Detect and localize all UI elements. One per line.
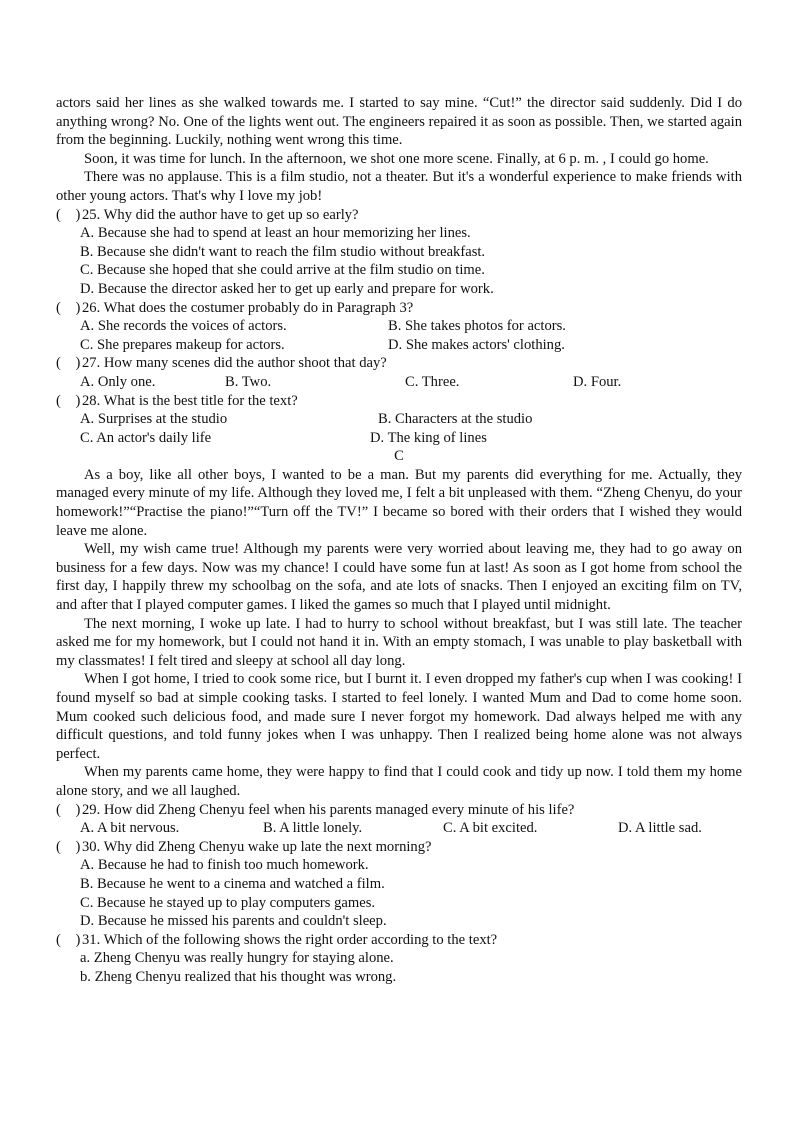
option-b: B. Two.	[225, 373, 272, 390]
option-b: B. A little lonely.	[263, 820, 363, 837]
options-row	[56, 373, 742, 392]
option-c: C. She prepares makeup for actors.	[80, 336, 285, 353]
section-label: C	[394, 448, 404, 465]
option-d: D. Because the director asked her to get up early and prepare for work.	[80, 280, 494, 297]
answer-bracket[interactable]: ( )	[56, 801, 81, 818]
options-row	[56, 336, 742, 355]
option-d: D. The king of lines	[370, 429, 487, 446]
passage-paragraph: When I got home, I tried to cook some rice, but I burnt it. I even dropped my father's cup when I was cooking! I found myself so bad at simple cooking tasks. I started to feel lonely. I wanted Mum and Dad to come home soon. Mum cooked such delicious food, and made sure I never forgot my homework. Dad always helped me with any difficult questions, and told funny jokes when I was unhappy. Then I realized being home alone was not always perfect.	[56, 671, 742, 762]
passage-paragraph: As a boy, like all other boys, I wanted to be a man. But my parents did everything for me. Actually, they managed every minute of my life. Although they loved me, I felt a bit unpleased with them. “Zheng Chenyu, do your homework!”“Practise the piano!”“Turn off the TV!” I became so bored with their orders that I wished they would leave me alone.	[56, 466, 742, 539]
option-c: C. Because he stayed up to play computers games.	[80, 894, 376, 911]
option-c: C. Because she hoped that she could arrive at the film studio on time.	[80, 262, 485, 279]
passage-paragraph: actors said her lines as she walked towards me. I started to say mine. “Cut!” the director said suddenly. Did I do anything wrong? No. One of the lights went out. The engineers repaired it as soon as possible. Then, we started again from the beginning. Luckily, nothing went wrong this time.	[56, 95, 742, 149]
options-row	[56, 429, 742, 448]
answer-bracket[interactable]: ( )	[56, 838, 81, 855]
option-a: A. Because he had to finish too much homework.	[80, 857, 369, 874]
answer-bracket[interactable]: ( )	[56, 931, 81, 948]
option-a: A. She records the voices of actors.	[80, 318, 287, 335]
passage-paragraph: The next morning, I woke up late. I had to hurry to school without breakfast, but I was still late. The teacher asked me for my homework, but I could not hand it in. With an empty stomach, I was unable to play basketball with my classmates! I felt tired and sleepy at school all day long.	[56, 615, 742, 669]
option-d: D. Because he missed his parents and couldn't sleep.	[80, 913, 387, 930]
question-stem: 25. Why did the author have to get up so early?	[82, 206, 359, 223]
passage-paragraph: There was no applause. This is a film studio, not a theater. But it's a wonderful experience to make friends with other young actors. That's why I love my job!	[56, 169, 742, 204]
option-d: D. Four.	[573, 373, 622, 390]
passage-paragraph: Soon, it was time for lunch. In the afternoon, we shot one more scene. Finally, at 6 p. m. , I could go home.	[84, 150, 709, 167]
options-row	[56, 410, 742, 429]
option-c: C. An actor's daily life	[80, 429, 212, 446]
question-26	[56, 299, 742, 318]
passage-paragraph: Well, my wish came true! Although my parents were very worried about leaving me, they had to go away on business for a few days. Now was my chance! I could have some fun at last! As soon as I got home from school the first day, I happily threw my schoolbag on the sofa, and ate lots of snacks. Then I enjoyed an exciting film on TV, and after that I played computer games. I liked the games so much that I played until midnight.	[56, 541, 742, 614]
question-30	[56, 838, 742, 857]
option-b: B. Because he went to a cinema and watched a film.	[80, 875, 385, 892]
question-stem: 31. Which of the following shows the right order according to the text?	[82, 931, 498, 948]
question-stem: 26. What does the costumer probably do in Paragraph 3?	[82, 299, 414, 316]
option-a: A. Because she had to spend at least an hour memorizing her lines.	[80, 225, 471, 242]
option-c: C. Three.	[405, 373, 460, 390]
statement-b: b. Zheng Chenyu realized that his thought was wrong.	[80, 968, 397, 985]
document-page	[56, 94, 742, 987]
option-b: B. She takes photos for actors.	[388, 318, 566, 335]
question-29	[56, 801, 742, 820]
question-stem: 28. What is the best title for the text?	[82, 392, 298, 409]
statement-a: a. Zheng Chenyu was really hungry for staying alone.	[80, 950, 394, 967]
option-b: B. Because she didn't want to reach the film studio without breakfast.	[80, 243, 486, 260]
answer-bracket[interactable]: ( )	[56, 355, 81, 372]
question-25	[56, 206, 742, 225]
question-stem: 27. How many scenes did the author shoot that day?	[82, 355, 387, 372]
answer-bracket[interactable]: ( )	[56, 392, 81, 409]
question-stem: 29. How did Zheng Chenyu feel when his parents managed every minute of his life?	[82, 801, 575, 818]
answer-bracket[interactable]: ( )	[56, 299, 81, 316]
option-d: D. She makes actors' clothing.	[388, 336, 565, 353]
options-row	[56, 317, 742, 336]
question-stem: 30. Why did Zheng Chenyu wake up late the next morning?	[82, 838, 432, 855]
option-a: A. Surprises at the studio	[80, 411, 228, 428]
question-28	[56, 392, 742, 411]
question-31	[56, 931, 742, 950]
question-27	[56, 354, 742, 373]
option-a: A. A bit nervous.	[80, 820, 180, 837]
option-b: B. Characters at the studio	[378, 411, 533, 428]
answer-bracket[interactable]: ( )	[56, 206, 81, 223]
option-a: A. Only one.	[80, 373, 156, 390]
passage-paragraph: When my parents came home, they were happy to find that I could cook and tidy up now. I told them my home alone story, and we all laughed.	[56, 764, 742, 799]
option-d: D. A little sad.	[618, 820, 702, 837]
options-row	[56, 819, 742, 838]
option-c: C. A bit excited.	[443, 820, 538, 837]
